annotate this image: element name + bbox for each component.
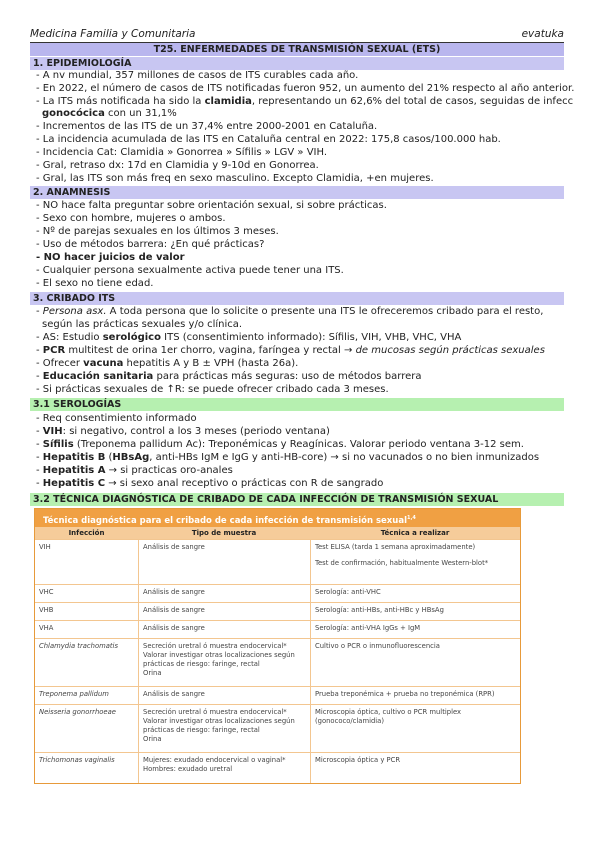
text: , anti-HBs IgM e IgG y anti-HB-core) → si no vacunados o no bien inmunizados [149, 452, 540, 463]
text: : si negativo, control a los 3 meses (periodo ventana) [62, 426, 330, 437]
anam-line: - Nº de parejas sexuales en los últimos 3 meses. [36, 226, 279, 237]
diagnostic-table [34, 508, 521, 784]
text: - [36, 465, 43, 476]
cell-infeccion: Chlamydia trachomatis [39, 642, 118, 650]
crib-line: según las prácticas sexuales y/o clínica. [42, 319, 243, 330]
text: para prácticas más seguras: uso de métodos barrera [153, 371, 422, 382]
sero-line: - Req consentimiento informado [36, 413, 197, 424]
cell-tecnica [310, 540, 520, 584]
text: (Treponema pallidum Ac): Treponémicas y Reagínicas. Valorar periodo ventana 3-12 sem. [73, 439, 524, 450]
text-bold: PCR [42, 345, 66, 356]
cell-tecnica: Cultivo o PCR o inmunofluorescencia [310, 639, 520, 686]
text: → si practicas oro-anales [105, 465, 233, 476]
cell-text: Test ELISA (tarda 1 semana aproximadamente) [315, 543, 476, 551]
table-row [35, 539, 520, 584]
table-row [35, 752, 520, 783]
cell-muestra [138, 705, 310, 752]
cell-tecnica: Prueba treponémica + prueba no treponémica (RPR) [310, 687, 520, 704]
text: - [36, 452, 43, 463]
anam-line: - NO hace falta preguntar sobre orientación sexual, si sobre prácticas. [36, 200, 387, 211]
cell-text: Hombres: exudado uretral [143, 765, 233, 773]
cell-tecnica: Serología: anti-VHA IgGs + IgM [310, 621, 520, 638]
cell-infeccion: VIH [39, 543, 51, 551]
text: - [36, 439, 43, 450]
cell-infeccion: VHA [39, 624, 54, 632]
cell-tecnica: Microscopia óptica, cultivo o PCR multiplex (gonococo/clamidia) [310, 705, 520, 752]
epi-line: - Gral, las ITS son más freq en sexo masculino. Excepto Clamidia, +en mujeres. [36, 173, 434, 184]
header-course: Medicina Familia y Comunitaria [30, 28, 196, 40]
section-epidemiologia: 1. EPIDEMIOLOGÍA [30, 57, 564, 70]
col-header-infeccion: Infección [68, 529, 105, 537]
text: ITS (consentimiento informado): Sífilis, VIH, VHB, VHC, VHA [160, 332, 462, 343]
crib-line [36, 358, 570, 371]
text: - [36, 478, 43, 489]
anam-line: - Sexo con hombre, mujeres o ambos. [36, 213, 226, 224]
cell-tecnica: Serología: anti-HBs, anti-HBc y HBsAg [310, 603, 520, 620]
epi-line [36, 147, 570, 160]
text-bold: Educación sanitaria [42, 371, 154, 382]
text-italic: Persona asx. [42, 306, 107, 317]
crib-line [36, 306, 570, 319]
text-bold: Hepatitis B [42, 452, 106, 463]
section-cribado: 3. CRIBADO ITS [30, 292, 564, 305]
cell-infeccion: VHC [39, 588, 54, 596]
cell-muestra: Análisis de sangre [138, 585, 310, 602]
cell-muestra: Análisis de sangre [138, 540, 310, 584]
table-title [35, 509, 520, 527]
text: → si sexo anal receptivo o prácticas con R de sangrado [105, 478, 384, 489]
cell-infeccion: Trichomonas vaginalis [39, 756, 115, 764]
cell-text: Valorar investigar otras localizaciones según prácticas de riesgo: faringe, rectal [143, 651, 295, 668]
text-bold: vacuna [83, 358, 124, 369]
cell-muestra: Análisis de sangre [138, 621, 310, 638]
text: - Ofrecer [36, 358, 84, 369]
text: ( [105, 452, 113, 463]
text: - La ITS más notificada ha sido la [36, 96, 205, 107]
sero-line [36, 452, 570, 465]
crib-line [36, 332, 570, 345]
epi-line: - En 2022, el número de casos de ITS notificadas fueron 952, un aumento del 21% respecto al año anterior. [36, 83, 575, 94]
text-bold: VIH [42, 426, 63, 437]
cell-text: Orina [143, 669, 162, 677]
sero-line [36, 439, 570, 452]
table-header-row [35, 527, 520, 539]
cell-tecnica: Serología: anti-VHC [310, 585, 520, 602]
text: hepatitis A y B ± VPH (hasta 26a). [123, 358, 299, 369]
sero-line [36, 465, 570, 478]
epi-line: - Gral, retraso dx: 17d en Clamidia y 9-10d en Gonorrea. [36, 160, 319, 171]
col-header-muestra: Tipo de muestra [191, 529, 257, 537]
table-row [35, 584, 520, 602]
epi-line: - Incrementos de las ITS de un 37,4% entre 2000-2001 en Cataluña. [36, 121, 378, 132]
section-anamnesis: 2. ANAMNESIS [30, 186, 564, 199]
text: A toda persona que lo solicite o presente una ITS le ofreceremos cribado para el resto, [106, 306, 544, 317]
page-title: T25. ENFERMEDADES DE TRANSMISIÓN SEXUAL (ETS) [30, 43, 564, 56]
col-header-tecnica: Técnica a realizar [380, 529, 450, 537]
cell-text: Valorar investigar otras localizaciones según prácticas de riesgo: faringe, rectal [143, 717, 295, 734]
header-author: evatuka [521, 28, 564, 40]
table-row [35, 686, 520, 704]
text-bold: HBsAg [112, 452, 150, 463]
table-title-text: Técnica diagnóstica para el cribado de cada infección de transmisión sexual [43, 515, 407, 526]
text-bold: clamidia [204, 96, 252, 107]
table-row [35, 602, 520, 620]
text: » Gonorrea » Sífilis » LGV » VIH. [167, 147, 328, 158]
table-row [35, 620, 520, 638]
epi-line [36, 96, 574, 109]
text-bold: Hepatitis C [42, 478, 106, 489]
cell-text: Mujeres: exudado endocervical o vaginal* [143, 756, 286, 764]
text: con un 31,1% [104, 108, 177, 119]
cell-tecnica: Microscopia óptica y PCR [310, 753, 520, 783]
section-serologias: 3.1 SEROLOGÍAS [30, 398, 564, 411]
cell-text: Secreción uretral ó muestra endocervical* [143, 708, 287, 716]
cell-text: Secreción uretral ó muestra endocervical* [143, 642, 287, 650]
text-bold: serológico [102, 332, 161, 343]
text: multitest de orina 1er chorro, vagina, faríngea y rectal → [65, 345, 356, 356]
text-bold: Sífilis [42, 439, 74, 450]
crib-line [36, 345, 570, 358]
table-row [35, 704, 520, 752]
anam-line: - Cualquier persona sexualmente activa puede tener una ITS. [36, 265, 344, 276]
sero-line [36, 426, 570, 439]
text: - [36, 345, 43, 356]
table-row [35, 638, 520, 686]
cell-infeccion: VHB [39, 606, 54, 614]
anam-line: - NO hacer juicios de valor [36, 252, 185, 263]
cell-text: Test de confirmación, habitualmente Western-blot* [315, 559, 489, 567]
table-title-sup: 1,4 [407, 515, 416, 521]
cell-muestra [138, 639, 310, 686]
cell-muestra: Análisis de sangre [138, 603, 310, 620]
sero-line [36, 478, 570, 491]
text-bold: gonocócica [42, 108, 105, 119]
crib-line [36, 371, 570, 384]
cell-muestra: Análisis de sangre [138, 687, 310, 704]
section-tecnica-diagnostica: 3.2 TÉCNICA DIAGNÓSTICA DE CRIBADO DE CADA INFECCIÓN DE TRANSMISIÓN SEXUAL [30, 493, 564, 506]
text: , representando un 62,6% del total de casos, seguidas de infecc [251, 96, 574, 107]
anam-line: - El sexo no tiene edad. [36, 278, 154, 289]
cell-infeccion: Neisseria gonorrhoeae [39, 708, 116, 716]
epi-line [36, 108, 570, 121]
text: - Incidencia Cat: Clamidia [36, 147, 168, 158]
anam-line: - Uso de métodos barrera: ¿En qué prácticas? [36, 239, 265, 250]
epi-line: - A nv mundial, 357 millones de casos de ITS curables cada año. [36, 70, 359, 81]
crib-line: - Si prácticas sexuales de ↑R: se puede ofrecer cribado cada 3 meses. [36, 384, 389, 395]
text-bold: Hepatitis A [42, 465, 106, 476]
cell-muestra [138, 753, 310, 783]
text: - [36, 426, 43, 437]
text: - [36, 371, 43, 382]
text-italic: de mucosas según prácticas sexuales [355, 345, 545, 356]
text: - AS: Estudio [36, 332, 103, 343]
cell-text: Orina [143, 735, 162, 743]
epi-line: - La incidencia acumulada de las ITS en Cataluña central en 2022: 175,8 casos/100.000 hab. [36, 134, 501, 145]
page-header [30, 28, 564, 43]
text: - [36, 306, 43, 317]
cell-infeccion: Treponema pallidum [39, 690, 109, 698]
